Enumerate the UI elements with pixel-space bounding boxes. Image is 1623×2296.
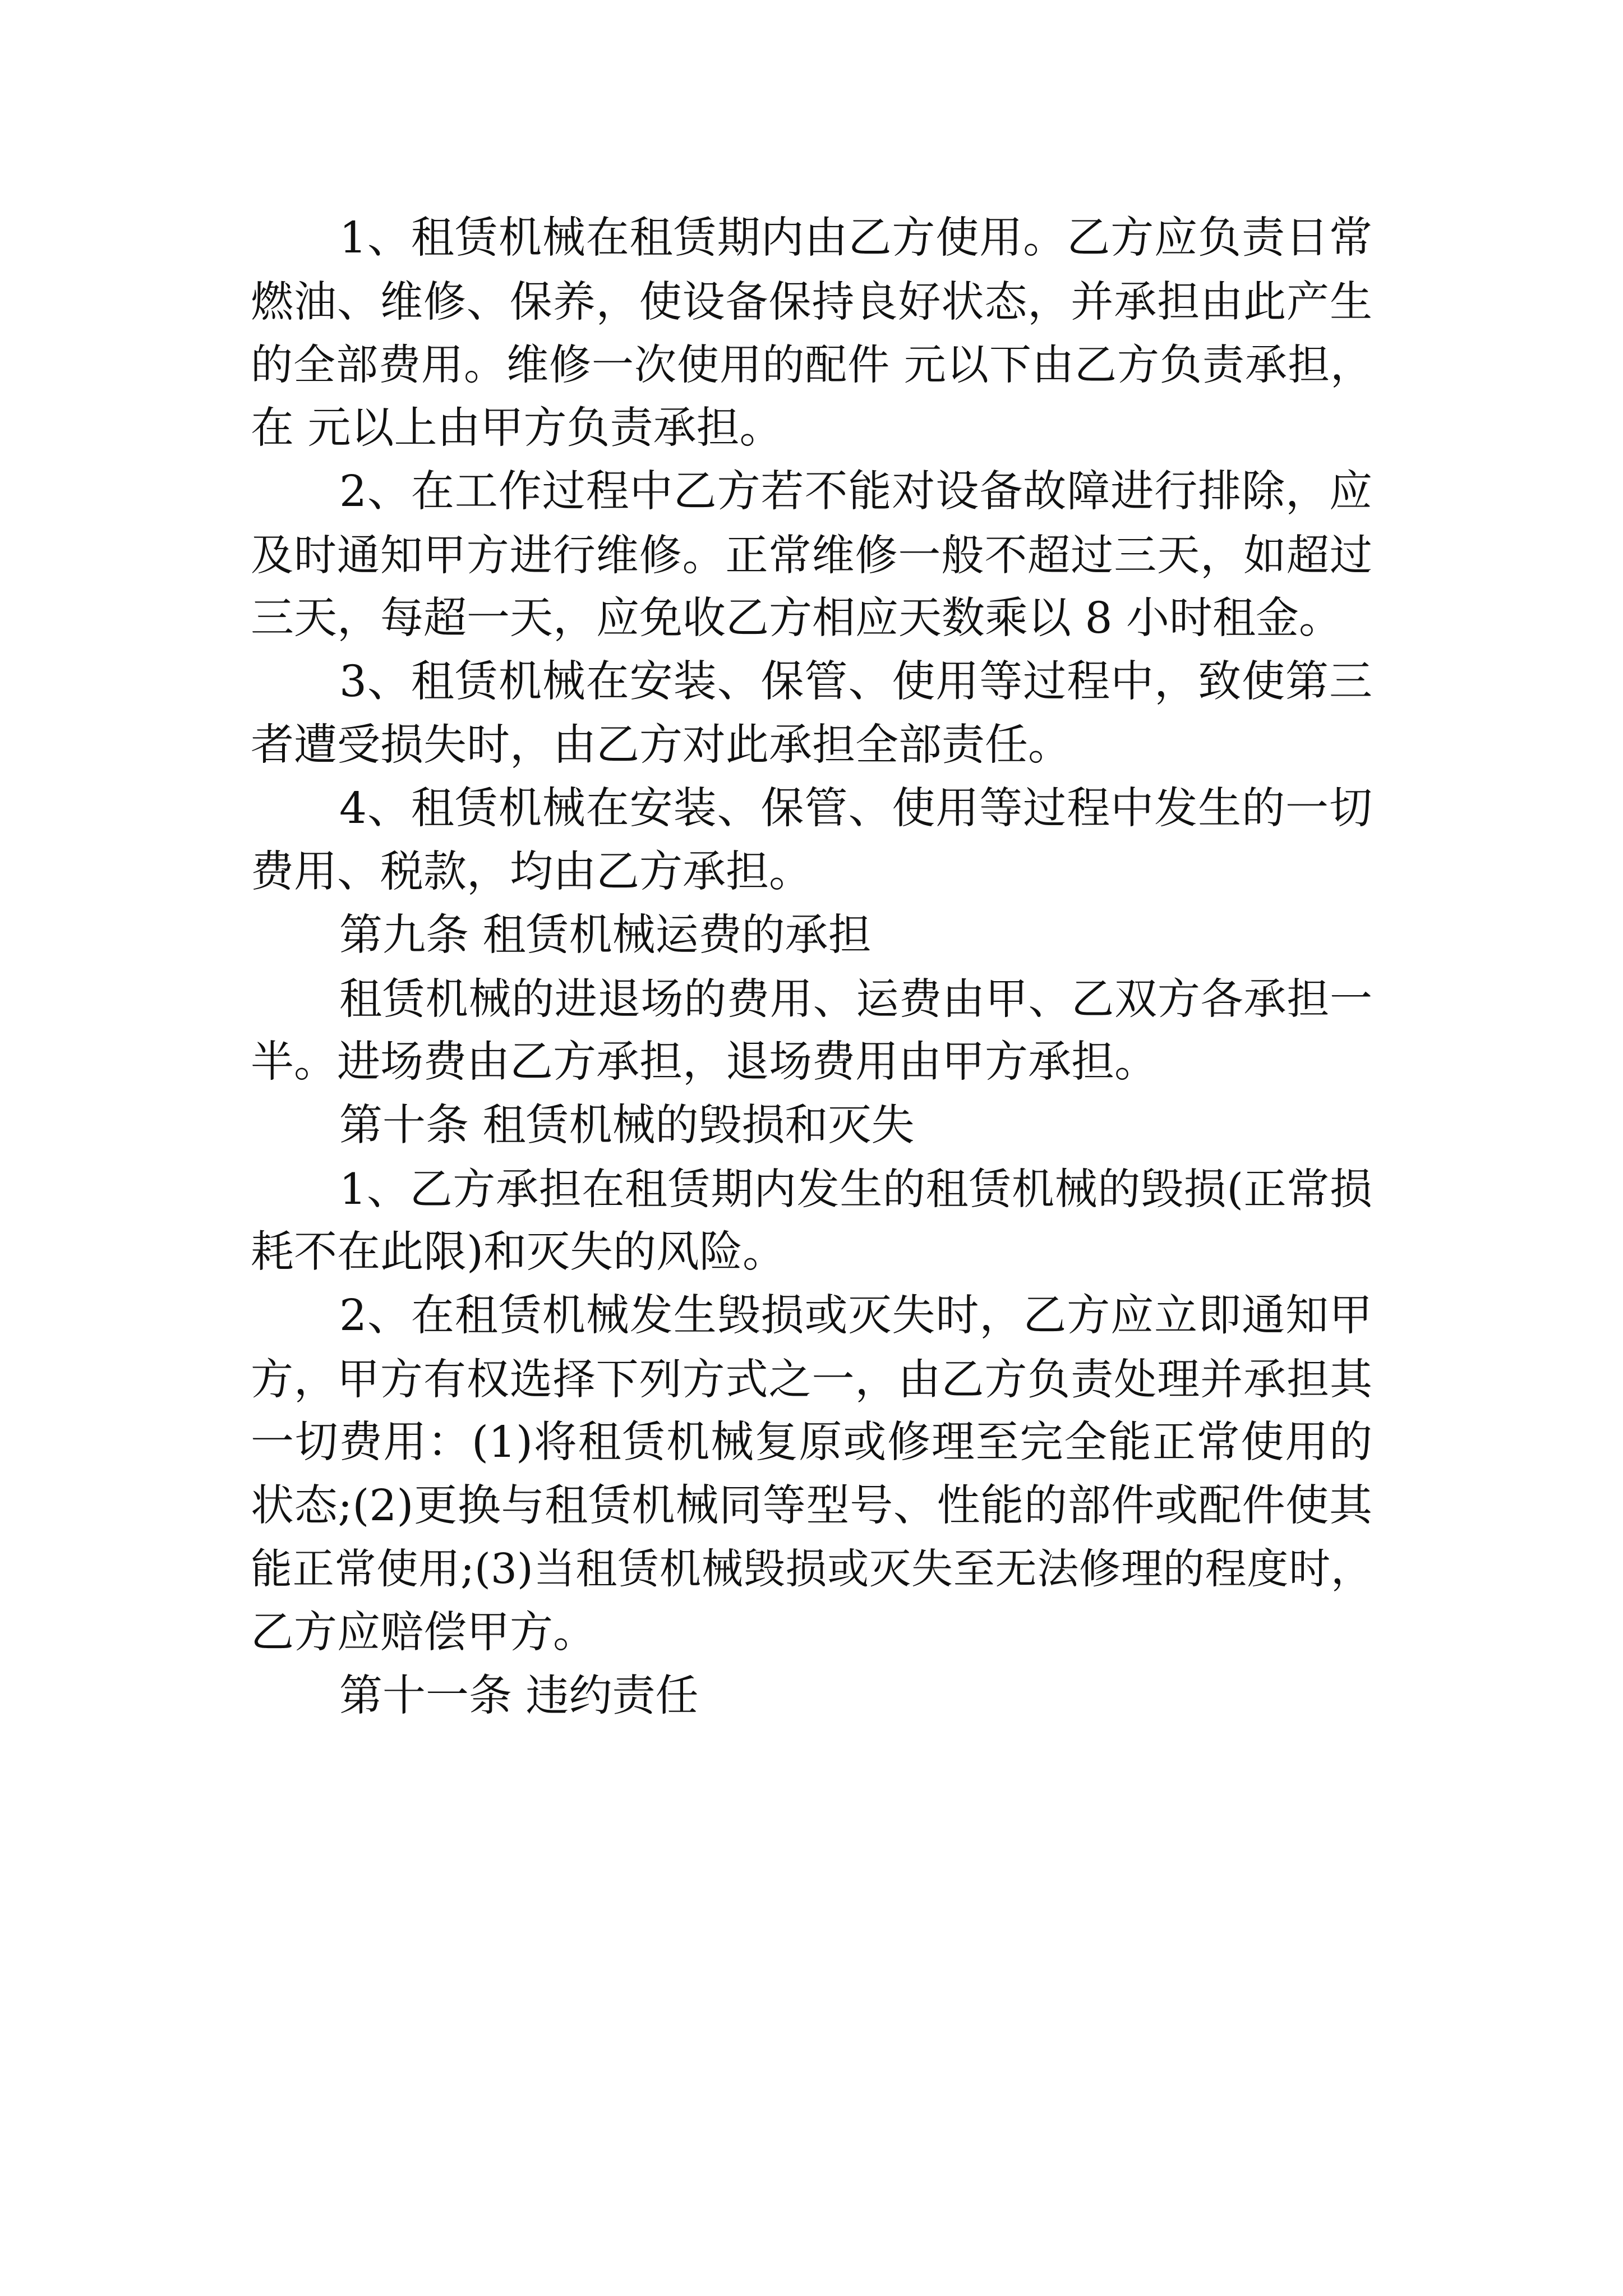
text-line: 状态;(2)更换与租赁机械同等型号、性能的部件或配件使其: [251, 1481, 1372, 1531]
section-heading: 第十一条 违约责任: [339, 1671, 699, 1721]
text-line: 者遭受损失时，由乙方对此承担全部责任。: [251, 720, 1071, 770]
text-line: 费用、税款，均由乙方承担。: [251, 847, 812, 897]
text-line: 一切费用：(1)将租赁机械复原或修理至完全能正常使用的: [251, 1418, 1372, 1467]
text-line: 方，甲方有权选择下列方式之一，由乙方负责处理并承担其: [251, 1354, 1372, 1404]
text-line: 三天，每超一天，应免收乙方相应天数乘以 8 小时租金。: [251, 593, 1342, 643]
text-line: 1、租赁机械在租赁期内由乙方使用。乙方应负责日常: [339, 213, 1372, 263]
text-line: 乙方应赔偿甲方。: [251, 1608, 596, 1658]
text-line: 3、租赁机械在安装、保管、使用等过程中，致使第三: [339, 657, 1372, 707]
text-line: 及时通知甲方进行维修。正常维修一般不超过三天，如超过: [251, 530, 1372, 580]
text-line: 燃油、维修、保养，使设备保持良好状态，并承担由此产生: [251, 277, 1372, 326]
section-heading: 第九条 租赁机械运费的承担: [339, 910, 872, 960]
document-body: [251, 206, 1372, 1728]
text-line: 耗不在此限)和灭失的风险。: [251, 1227, 786, 1277]
text-line: 租赁机械的进退场的费用、运费由甲、乙双方各承担一: [339, 974, 1372, 1024]
text-line: 在 元以上由甲方负责承担。: [251, 403, 783, 453]
text-line: 2、在租赁机械发生毁损或灭失时，乙方应立即通知甲: [339, 1291, 1372, 1341]
text-line: 能正常使用;(3)当租赁机械毁损或灭失至无法修理的程度时，: [251, 1545, 1372, 1593]
section-heading: 第十条 租赁机械的毁损和灭失: [339, 1101, 915, 1151]
text-line: 的全部费用。维修一次使用的配件 元以下由乙方负责承担，: [251, 340, 1372, 389]
text-line: 4、租赁机械在安装、保管、使用等过程中发生的一切: [339, 784, 1372, 834]
text-line: 2、在工作过程中乙方若不能对设备故障进行排除，应: [339, 467, 1372, 517]
text-line: 半。进场费由乙方承担，退场费用由甲方承担。: [251, 1037, 1158, 1087]
text-line: 1、乙方承担在租赁期内发生的租赁机械的毁损(正常损: [339, 1164, 1372, 1214]
